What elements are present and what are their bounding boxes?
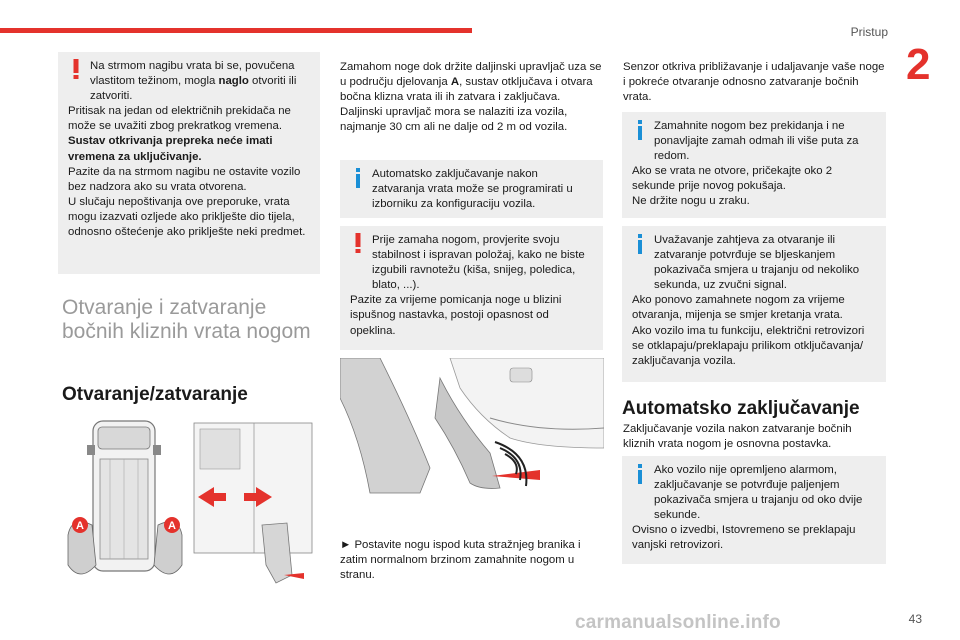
paragraph-foot-swing: Zamahom noge dok držite daljinski upravljač uza se u području djelovanja A, sustav otključava i otvara bočna klizna vrata ili ih zatvara i zaključava. Daljinski upravljač mora se nalaziti iza vozila, najmanje 30 cm ali ne dalje od 2 m od vozila. (340, 61, 602, 134)
van-top-view-illustration (60, 415, 190, 590)
warning-text-5: U slučaju nepoštivanja ove preporuke, vrata mogu izazvati ozljede ako priklješte dio tijela, odnosno oštećenje ako priklješte neki predmet. (68, 195, 306, 239)
page-number: 43 (908, 612, 922, 626)
paragraph-sensor: Senzor otkriva približavanje i udaljavanje vaše noge i pokreće otvaranje odnosno zatvaranje bočnih vrata. (623, 61, 885, 104)
info-box-alarm: Ako vozilo nije opremljeno alarmom, zaključavanje se potvrđuje paljenjem pokazivača smjera u trajanju od oko dvije sekunde. Ovisno o izvedbi, Istovremeno se preklapaju vanjski retrovizori. (622, 456, 886, 564)
info-box-swing-advice: Zamahnite nogom bez prekidanja i ne ponavljajte zamah odmah ili više puta za redom. Ako se vrata ne otvore, pričekajte oko 2 sekunde prije novog pokušaja. Ne držite nogu u zraku. (622, 112, 886, 218)
header-accent-bar (0, 28, 472, 33)
zone-label-left: A (76, 520, 84, 532)
info-box-confirmation: Uvažavanje zahtjeva za otvaranje ili zatvaranje potvrđuje se bljeskanjem pokazivača smjera u trajanju od nekoliko sekunda, uz zvučni signal. Ako ponovo zamahnete nogom za vrijeme otvaranja, mijenja se smjer kretanja vrata. Ako vozilo ima tu funkciju, električni retrovizori se otklapaju/preklapaju prilikom otključavanja/ zaključavanja vozila. (622, 226, 886, 382)
warning-text-4: Pazite da na strmom nagibu ne ostavite vozilo bez nadzora ako su vrata otvorena. (68, 165, 301, 193)
paragraph-auto-lock: Zaključavanje vozila nakon zatvaranje bočnih kliznih vrata nogom je osnovna postavka. (623, 423, 852, 451)
info-i-icon (350, 168, 366, 188)
chapter-number: 2 (906, 40, 931, 89)
info-i-icon (632, 234, 648, 254)
watermark: carmanualsonline.info (575, 612, 781, 633)
subheading-auto-lock: Automatsko zaključavanje (622, 398, 860, 419)
info-i-icon (632, 464, 648, 484)
info-i-icon (632, 120, 648, 140)
info-box-auto-lock: Automatsko zaključavanje nakon zatvaranja vrata može se programirati u izborniku za konfiguraciju vozila. (340, 160, 603, 218)
foot-under-bumper-illustration (340, 358, 604, 524)
section-heading-foot-operation: Otvaranje i zatvaranje bočnih kliznih vrata nogom (62, 296, 311, 343)
sliding-door-illustration (192, 415, 320, 590)
subheading-open-close: Otvaranje/zatvaranje (62, 384, 248, 405)
warning-box-slope (58, 52, 320, 274)
exclamation-mark-icon (350, 232, 366, 254)
instruction-foot-swing: ► Postavite nogu ispod kuta stražnjeg branika i zatim normalnom brzinom zamahnite nogom u stranu. (340, 539, 581, 582)
exclamation-mark-icon (68, 58, 84, 80)
warning-box-stability: Prije zamaha nogom, provjerite svoju stabilnost i ispravan položaj, kako ne biste izgubili ravnotežu (kiša, snijeg, poledica, blato, ...). Pazite za vrijeme pomicanja noge u blizini ispušnog nastavka, postoji opasnost od opeklina. (340, 226, 603, 350)
section-title: Pristup (850, 25, 888, 39)
warning-text-3: Sustav otkrivanja prepreka neće imati vremena za uključivanje. (68, 135, 273, 163)
zone-label-right: A (168, 520, 176, 532)
warning-text-2: Pritisak na jedan od električnih prekidača ne može se uvažiti zbog prekratkog vremena. (68, 105, 291, 133)
warning-text-1: Na strmom nagibu vrata bi se, povučena vlastitom težinom, mogla naglo otvoriti ili zatvoriti. (90, 60, 297, 103)
